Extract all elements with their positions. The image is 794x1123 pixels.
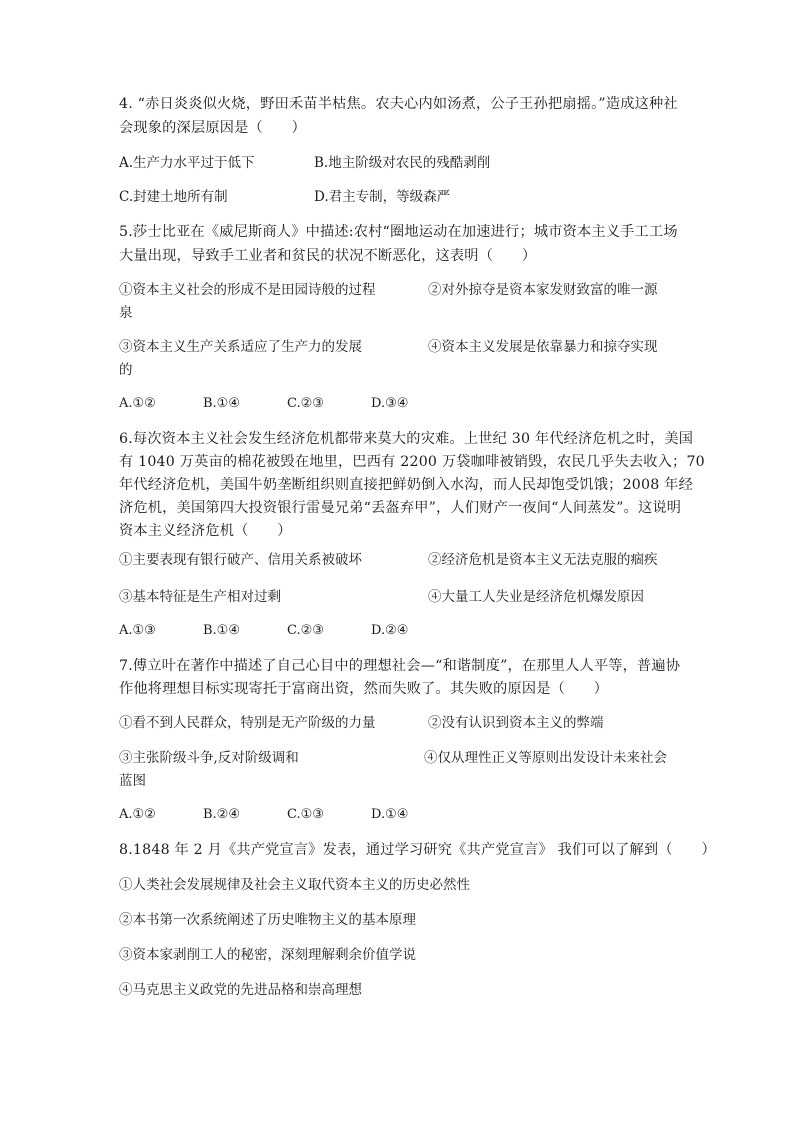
q5-choice-2-cont: 泉	[119, 305, 133, 321]
q6-answer-b: B.①④	[203, 623, 240, 638]
q4-option-c: C.封建土地所有制	[119, 189, 228, 205]
q6-choice-4: ④大量工人失业是经济危机爆发原因	[428, 589, 644, 605]
q7-stem-line1: 7.傅立叶在著作中描述了自己心目中的理想社会—“和谐制度”，在那里人人平等，普遍协	[119, 658, 681, 674]
q5-choice-4-cont: 的	[119, 362, 133, 378]
q7-answer-a: A.①②	[119, 807, 156, 822]
q7-choice-3: ③主张阶级斗争,反对阶级调和	[119, 750, 299, 766]
q7-answer-c: C.①③	[287, 807, 324, 822]
q8-choice-2: ②本书第一次系统阐述了历史唯物主义的基本原理	[119, 912, 416, 928]
q4-stem-line1: 4. “赤日炎炎似火烧，野田禾苗半枯焦。农夫心内如汤煮，公子王孙把扇摇。”造成这种社	[119, 96, 678, 112]
q6-choice-1: ①主要表现有银行破产、信用关系被破坏	[119, 552, 362, 568]
q5-choice-3: ③资本主义生产关系适应了生产力的发展	[119, 339, 362, 355]
q7-stem-line2: 作他将理想目标实现寄托于富商出资，然而失败了。其失败的原因是（ ）	[119, 681, 609, 697]
q6-stem-line4: 济危机，美国第四大投资银行雷曼兄弟“丢盔弃甲”，人们财产一夜间“人间蒸发”。这说明	[119, 500, 682, 516]
q4-option-d: D.君主专制，等级森严	[314, 189, 451, 205]
q6-stem-line2: 有 1040 万英亩的棉花被毁在地里，巴西有 2200 万袋咖啡被销毁，农民几乎失去收入；70	[119, 454, 705, 470]
q6-answer-a: A.①③	[119, 623, 156, 638]
q6-stem-line3: 年代经济危机，美国牛奶垄断组织则直接把鲜奶倒入水沟，而人民却饱受饥饿；2008 年经	[119, 477, 693, 493]
q7-choice-4: ④仅从理性正义等原则出发设计未来社会	[424, 750, 667, 766]
q5-answer-a: A.①②	[119, 396, 156, 411]
q8-choice-3: ③资本家剥削工人的秘密，深刻理解剩余价值学说	[119, 947, 416, 963]
q5-choice-1: ①资本主义社会的形成不是田园诗般的过程	[119, 282, 376, 298]
q4-option-b: B.地主阶级对农民的残酷剥削	[314, 155, 491, 171]
q5-answer-b: B.①④	[203, 396, 240, 411]
q8-choice-4: ④马克思主义政党的先进品格和崇高理想	[119, 982, 362, 998]
q5-stem-line1: 5.莎士比亚在《威尼斯商人》中描述:农村“圈地运动在加速进行；城市资本主义手工工场	[119, 224, 678, 240]
q5-choice-2: ②对外掠夺是资本家发财致富的唯一源	[428, 282, 658, 298]
q6-choice-2: ②经济危机是资本主义无法克服的痼疾	[428, 552, 658, 568]
q5-answer-d: D.③④	[371, 396, 409, 411]
q7-answer-b: B.②④	[203, 807, 240, 822]
q7-choice-1: ①看不到人民群众，特别是无产阶级的力量	[119, 715, 376, 731]
q6-answer-d: D.②④	[371, 623, 409, 638]
q5-choice-4: ④资本主义发展是依靠暴力和掠夺实现	[428, 339, 658, 355]
q5-answer-c: C.②③	[287, 396, 324, 411]
q7-choice-4-cont: 蓝图	[119, 773, 146, 789]
q5-stem-line2: 大量出现，导致手工业者和贫民的状况不断恶化，这表明（ ）	[119, 248, 537, 264]
q4-option-a: A.生产力水平过于低下	[119, 155, 255, 171]
q7-answer-d: D.①④	[371, 807, 409, 822]
q6-answer-c: C.②③	[287, 623, 324, 638]
q6-stem-line5: 资本主义经济危机（ ）	[119, 523, 292, 539]
q4-stem-line2: 会现象的深层原因是（ ）	[119, 120, 307, 136]
q7-choice-2: ②没有认识到资本主义的弊端	[428, 715, 604, 731]
q6-choice-3: ③基本特征是生产相对过剩	[119, 589, 281, 605]
q8-stem-line1: 8.1848 年 2 月《共产党宣言》发表，通过学习研究《共产党宣言》 我们可以了解到（ ）	[119, 842, 716, 858]
q6-stem-line1: 6.每次资本主义社会发生经济危机都带来莫大的灾难。上世纪 30 年代经济危机之时，美国	[119, 431, 694, 447]
q8-choice-1: ①人类社会发展规律及社会主义取代资本主义的历史必然性	[119, 877, 470, 893]
